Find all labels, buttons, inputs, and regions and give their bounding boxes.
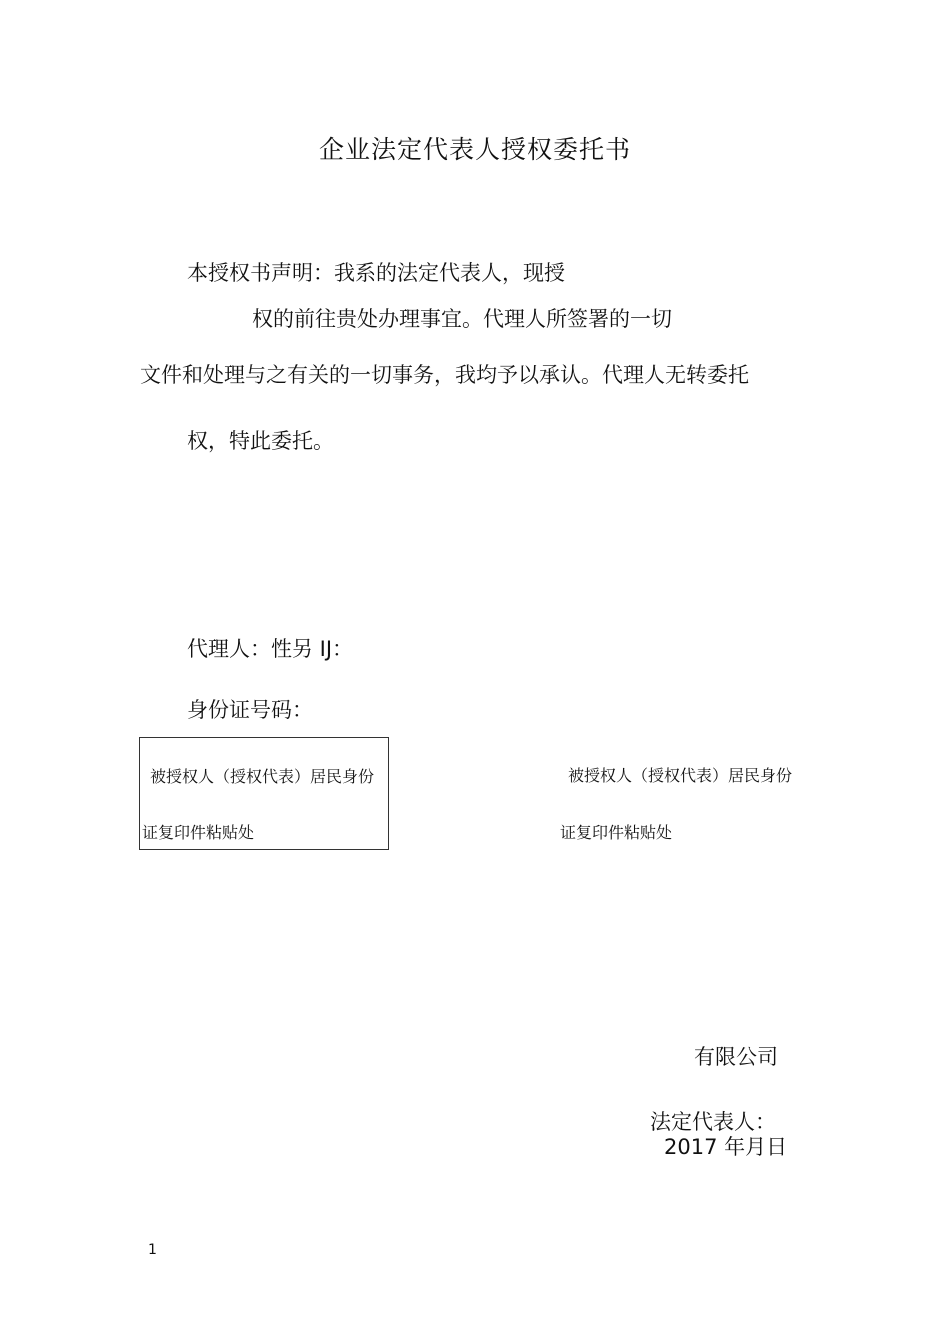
- signature-date: 2017 年月日: [664, 1135, 788, 1159]
- agent-gender-line: 代理人：性另 IJ：: [187, 637, 354, 661]
- id-copy-paste-box: [139, 737, 389, 850]
- page-number: 1: [148, 1242, 157, 1258]
- id-number-label: 身份证号码：: [187, 698, 313, 722]
- statement-line-3: 文件和处理与之有关的一切事务，我均予以承认。代理人无转委托: [140, 363, 749, 387]
- id-copy-right-line-2: 证复印件粘贴处: [560, 823, 673, 842]
- legal-representative-label: 法定代表人：: [650, 1110, 776, 1134]
- statement-line-2: 权的前往贵处办理事宜。代理人所签署的一切: [252, 307, 672, 331]
- statement-line-1: 本授权书声明：我系的法定代表人，现授: [187, 261, 565, 285]
- document-title: 企业法定代表人授权委托书: [318, 135, 631, 164]
- id-copy-left-line-2: 证复印件粘贴处: [142, 823, 255, 842]
- id-copy-left-line-1: 被授权人（授权代表）居民身份: [150, 767, 375, 786]
- company-name: 有限公司: [694, 1045, 778, 1069]
- statement-line-4: 权，特此委托。: [187, 429, 334, 453]
- id-copy-right-line-1: 被授权人（授权代表）居民身份: [568, 766, 793, 785]
